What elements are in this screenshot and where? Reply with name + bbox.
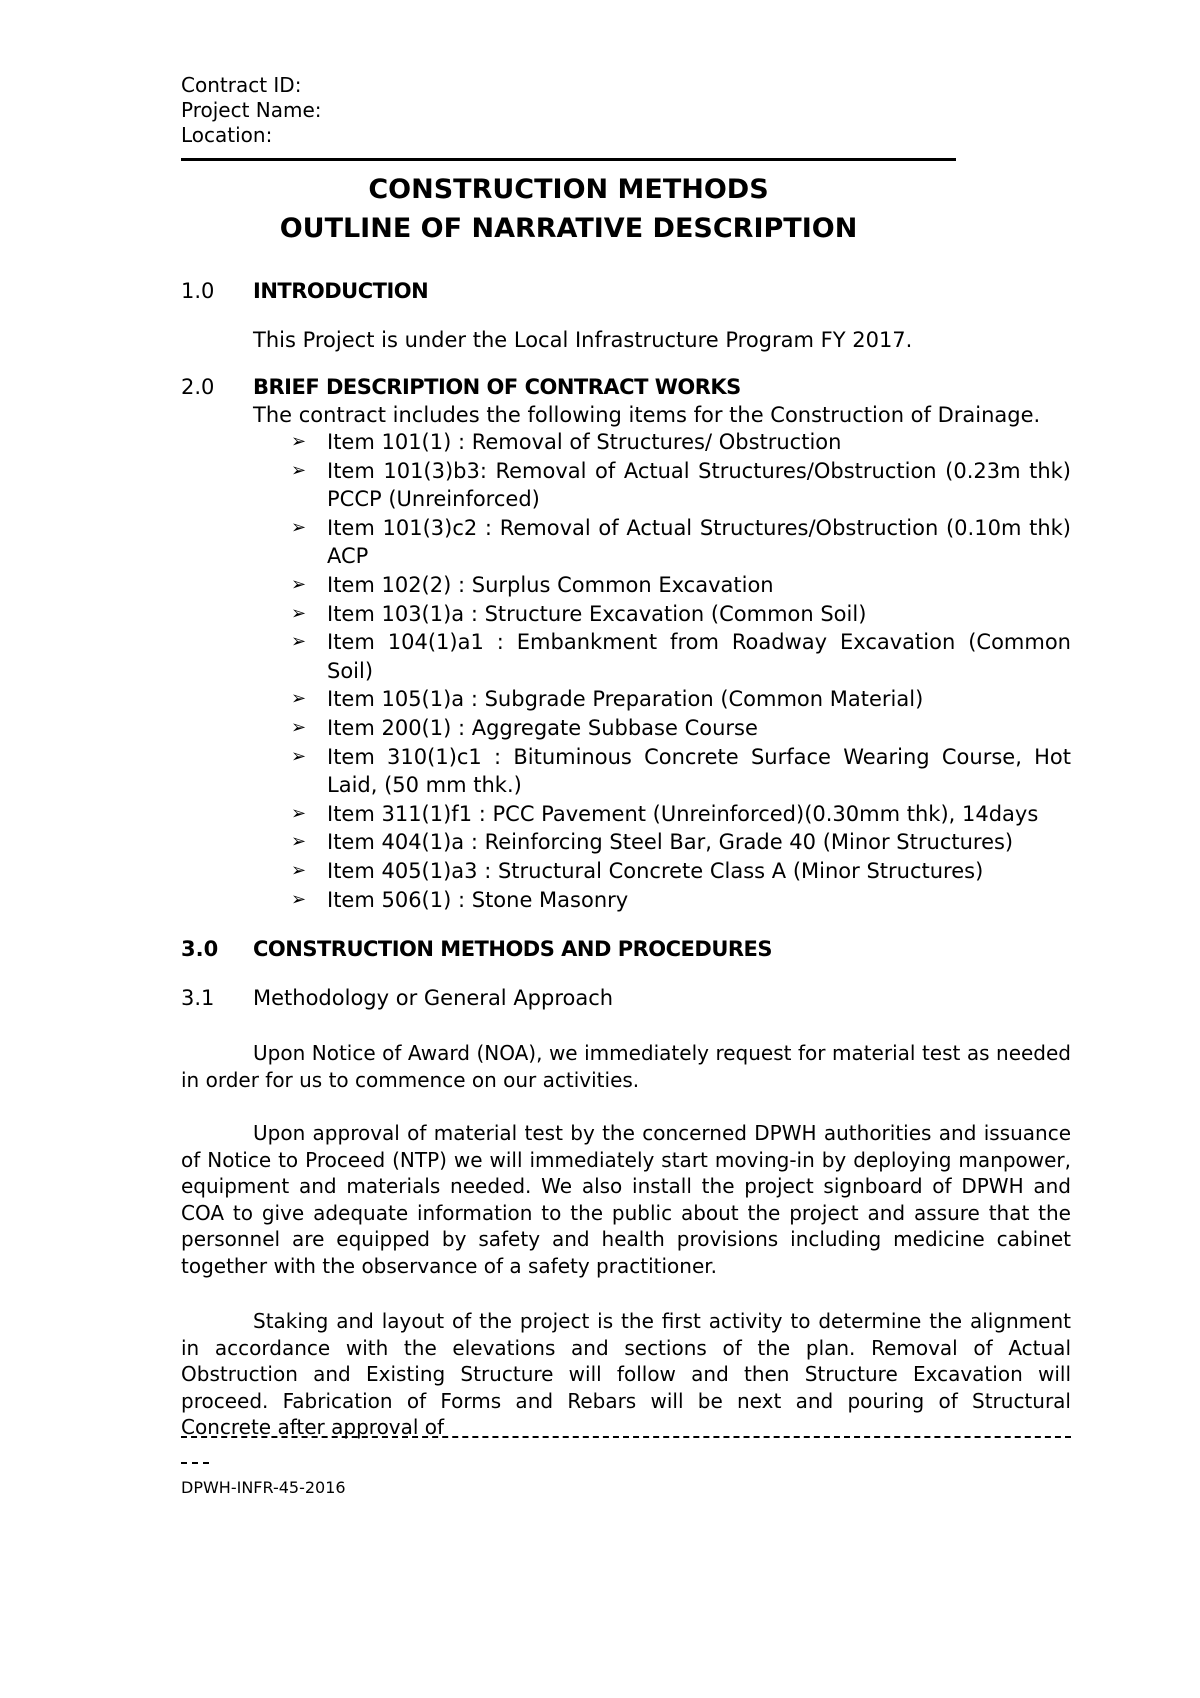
list-item: ➢ Item 404(1)a : Reinforcing Steel Bar, Grade 40 (Minor Structures) (291, 828, 1071, 857)
contract-id-label: Contract ID: (181, 73, 302, 97)
arrow-bullet-icon: ➢ (291, 802, 307, 824)
header-rule (181, 158, 956, 161)
list-item: ➢ Item 103(1)a : Structure Excavation (Common Soil) (291, 600, 1071, 629)
footer-code: DPWH-INFR-45-2016 (181, 1478, 346, 1497)
arrow-bullet-icon: ➢ (291, 888, 307, 910)
section-3-number: 3.0 (181, 937, 219, 961)
project-name-label: Project Name: (181, 98, 322, 122)
paragraph: Staking and layout of the project is the first activity to determine the alignment in accordance with the elevations and sections of the plan. Removal of Actual Obstruction and Existing Structure will follow and then Structure Excavation will proceed. Fabrication of Forms and Rebars will be next and pouring of Structural Concrete after approval of (181, 1309, 1071, 1440)
section-3-1-number: 3.1 (181, 986, 215, 1010)
section-1-number: 1.0 (181, 279, 215, 303)
arrow-bullet-icon: ➢ (291, 573, 307, 595)
arrow-bullet-icon: ➢ (291, 516, 307, 538)
footer-divider-continuation (181, 1462, 209, 1464)
paragraph: Upon approval of material test by the concerned DPWH authorities and issuance of Notice to Proceed (NTP) we will immediately start moving-in by deploying manpower, equipment and materials needed. We also install the project signboard of DPWH and COA to give adequate information to the public about the project and assure that the personnel are equipped by safety and health provisions including medicine cabinet together with the observance of a safety practitioner. (181, 1121, 1071, 1278)
arrow-bullet-icon: ➢ (291, 602, 307, 624)
arrow-bullet-icon: ➢ (291, 688, 307, 710)
section-3-1-title: Methodology or General Approach (253, 986, 614, 1010)
section-2-number: 2.0 (181, 375, 215, 399)
location-label: Location: (181, 123, 273, 147)
list-item: ➢ Item 104(1)a1 : Embankment from Roadway Excavation (Common Soil) (291, 630, 1071, 683)
section-1-text: This Project is under the Local Infrastructure Program FY 2017. (253, 328, 913, 352)
arrow-bullet-icon: ➢ (291, 459, 307, 481)
list-item: ➢ Item 506(1) : Stone Masonry (291, 886, 1071, 915)
list-item: ➢ Item 102(2) : Surplus Common Excavation (291, 571, 1071, 600)
arrow-bullet-icon: ➢ (291, 745, 307, 767)
footer-divider (181, 1436, 1071, 1438)
list-item: ➢ Item 101(3)b3: Removal of Actual Structures/Obstruction (0.23m thk) PCCP (Unreinforced) (291, 458, 1071, 512)
document-subtitle: OUTLINE OF NARRATIVE DESCRIPTION (279, 213, 858, 244)
list-item: ➢ Item 311(1)f1 : PCC Pavement (Unreinforced)(0.30mm thk), 14days (291, 800, 1071, 829)
section-2-title: BRIEF DESCRIPTION OF CONTRACT WORKS (253, 375, 741, 399)
list-item: ➢ Item 200(1) : Aggregate Subbase Course (291, 714, 1071, 743)
arrow-bullet-icon: ➢ (291, 631, 307, 653)
list-item: ➢ Item 105(1)a : Subgrade Preparation (Common Material) (291, 685, 1071, 714)
arrow-bullet-icon: ➢ (291, 859, 307, 881)
list-item: ➢ Item 405(1)a3 : Structural Concrete Class A (Minor Structures) (291, 857, 1071, 886)
list-item: ➢ Item 310(1)c1 : Bituminous Concrete Surface Wearing Course, Hot Laid, (50 mm thk.) (291, 744, 1071, 798)
list-item: ➢ Item 101(3)c2 : Removal of Actual Structures/Obstruction (0.10m thk) ACP (291, 515, 1071, 569)
contract-header (181, 73, 322, 148)
list-item: ➢ Item 101(1) : Removal of Structures/ Obstruction (291, 428, 1071, 457)
section-1-title: INTRODUCTION (253, 279, 429, 303)
contract-items-list (291, 428, 1071, 914)
document-title: CONSTRUCTION METHODS (368, 174, 769, 205)
paragraph: Upon Notice of Award (NOA), we immediately request for material test as needed in order for us to commence on our activities. (181, 1041, 1071, 1092)
arrow-bullet-icon: ➢ (291, 831, 307, 853)
section-3-title: CONSTRUCTION METHODS AND PROCEDURES (253, 937, 773, 961)
arrow-bullet-icon: ➢ (291, 431, 307, 452)
section-2-intro: The contract includes the following items for the Construction of Drainage. (253, 403, 1041, 427)
arrow-bullet-icon: ➢ (291, 716, 307, 738)
